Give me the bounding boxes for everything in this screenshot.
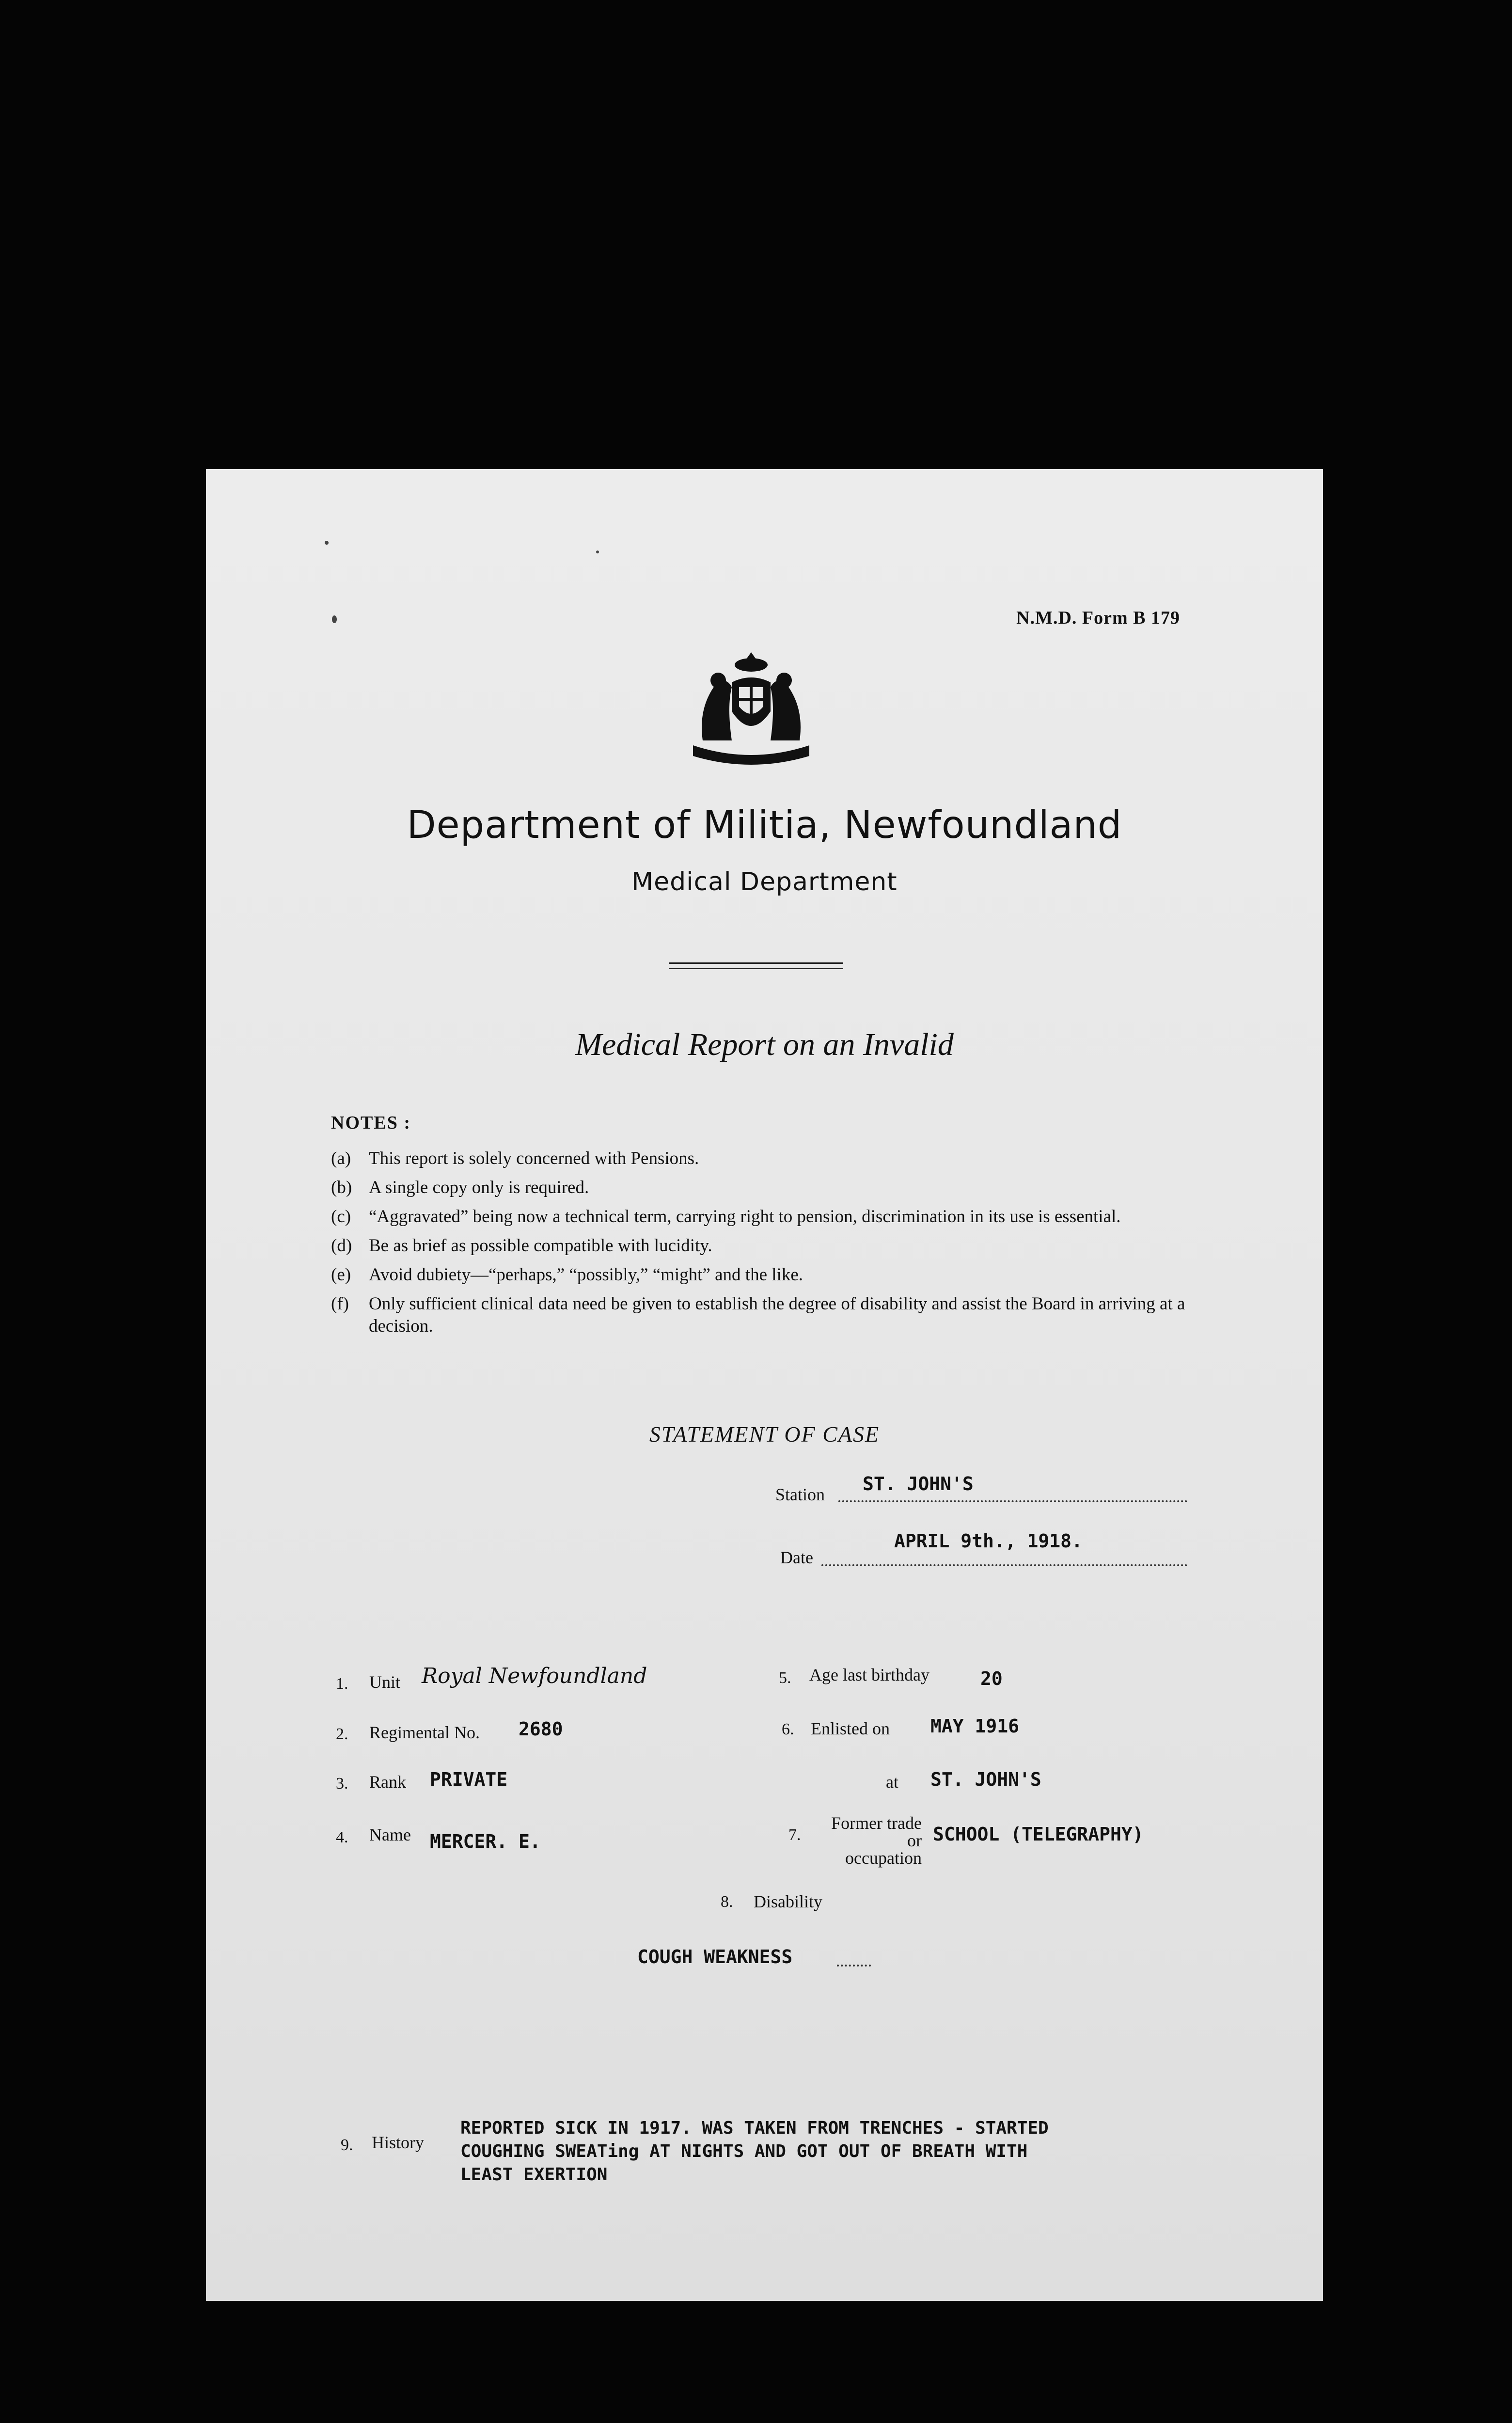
enlisted-at-label: at — [886, 1772, 898, 1792]
coat-of-arms-emblem — [683, 648, 819, 765]
rank-value: PRIVATE — [430, 1769, 508, 1790]
note-item: (e) Avoid dubiety—“perhaps,” “possibly,” “might” and the like. — [331, 1265, 803, 1285]
note-item: (f) Only sufficient clinical data need be given to establish the degree of disability and assist the Board in arriving at a decision. — [331, 1294, 1185, 1336]
statement-heading: STATEMENT OF CASE — [649, 1422, 880, 1447]
notes-heading: NOTES : — [331, 1113, 411, 1133]
date-label: Date — [780, 1548, 813, 1567]
age-value: 20 — [980, 1668, 1003, 1689]
trade-value: SCHOOL (TELEGRAPHY) — [933, 1824, 1144, 1845]
paper-speck — [596, 551, 599, 553]
station-label: Station — [775, 1485, 825, 1504]
rank-label: Rank — [369, 1772, 406, 1792]
history-label: History — [372, 2133, 424, 2152]
note-item: (a) This report is solely concerned with Pensions. — [331, 1149, 699, 1168]
station-value: ST. JOHN'S — [863, 1473, 974, 1495]
age-label: Age last birthday — [809, 1665, 929, 1684]
enlisted-at-value: ST. JOHN'S — [930, 1769, 1041, 1790]
name-label: Name — [369, 1825, 411, 1844]
age-number: 5. — [779, 1669, 791, 1687]
form-paper — [206, 469, 1323, 2301]
name-number: 4. — [336, 1828, 348, 1846]
double-rule-divider — [669, 962, 843, 969]
sub-department-title: Medical Department — [631, 867, 898, 897]
history-text: REPORTED SICK IN 1917. WAS TAKEN FROM TRENCHES - STARTED COUGHING SWEATing AT NIGHTS AND GOT OUT OF BREATH WITH LEAST EXERTION — [460, 2118, 1049, 2185]
date-value: APRIL 9th., 1918. — [894, 1530, 1083, 1552]
regimental-no-value: 2680 — [519, 1718, 563, 1740]
unit-number: 1. — [336, 1675, 348, 1693]
regimental-no-label: Regimental No. — [369, 1723, 480, 1742]
regimental-no-number: 2. — [336, 1725, 348, 1743]
trade-label: Former trade or occupation — [831, 1813, 922, 1868]
unit-value: Royal Newfoundland — [422, 1664, 647, 1688]
disability-number: 8. — [721, 1893, 733, 1911]
paper-speck — [325, 541, 329, 545]
department-title: Department of Militia, Newfoundland — [407, 803, 1122, 847]
disability-label: Disability — [754, 1892, 822, 1911]
history-number: 9. — [341, 2136, 353, 2154]
note-item: (d) Be as brief as possible compatible with lucidity. — [331, 1236, 712, 1256]
name-value: MERCER. E. — [430, 1831, 541, 1852]
rank-number: 3. — [336, 1775, 348, 1793]
note-item: (c) “Aggravated” being now a technical term, carrying right to pension, discrimination in its use is essential. — [331, 1207, 1121, 1227]
form-number: N.M.D. Form B 179 — [1016, 608, 1180, 628]
disability-value: COUGH WEAKNESS — [637, 1946, 793, 1967]
date-dotted-line — [821, 1541, 1187, 1566]
unit-label: Unit — [369, 1672, 401, 1692]
enlisted-value: MAY 1916 — [930, 1715, 1020, 1737]
notes-list — [331, 1148, 1203, 1344]
trade-number: 7. — [788, 1826, 801, 1844]
report-title: Medical Report on an Invalid — [575, 1027, 954, 1062]
disability-dotted-line — [837, 1953, 871, 1967]
enlisted-label: Enlisted on — [811, 1719, 890, 1738]
note-item: (b) A single copy only is required. — [331, 1178, 589, 1197]
paper-mark — [332, 615, 337, 623]
enlisted-number: 6. — [782, 1720, 794, 1738]
